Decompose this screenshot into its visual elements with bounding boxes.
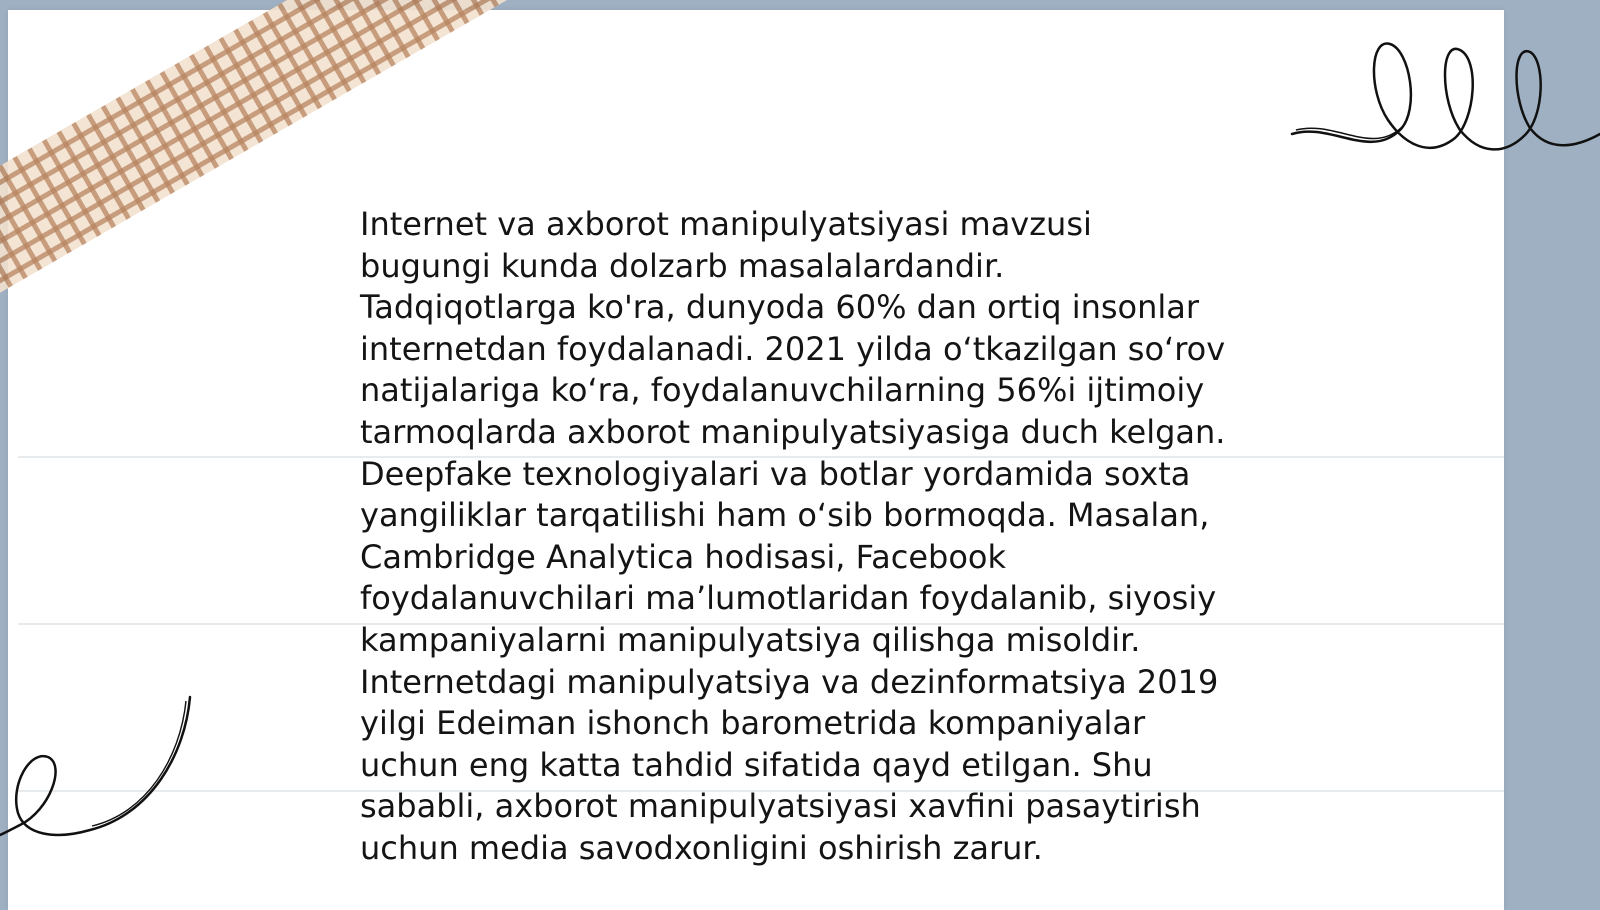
body-text-line: Tadqiqotlarga ko'ra, dunyoda 60% dan ortiq insonlar <box>360 288 1200 327</box>
body-text-line: yangiliklar tarqatilishi ham o‘sib bormoqda. Masalan, <box>360 496 1210 535</box>
body-text-line: Deepfake texnologiyalari va botlar yordamida soxta <box>360 454 1191 493</box>
body-text-line: Cambridge Analytica hodisasi, Facebook <box>360 537 1006 576</box>
body-text-line: Internet va axborot manipulyatsiyasi mavzusi <box>360 205 1092 243</box>
loop-scribble-icon <box>1290 30 1600 170</box>
body-text-line: uchun media savodxonligini oshirish zarur. <box>360 828 1043 867</box>
body-text-line: kampaniyalarni manipulyatsiya qilishga misoldir. <box>360 620 1141 659</box>
swirl-scribble-icon <box>0 695 200 855</box>
body-text-line: uchun eng katta tahdid sifatida qayd etilgan. Shu <box>360 745 1153 784</box>
body-text-line: yilgi Edeiman ishonch barometrida kompaniyalar <box>360 704 1146 743</box>
body-text-line: internetdan foydalanadi. 2021 yilda o‘tkazilgan so‘rov <box>360 329 1226 368</box>
body-text-line: bugungi kunda dolzarb masalalardandir. <box>360 246 1005 285</box>
body-text-line: foydalanuvchilari ma’lumotlaridan foydalanib, siyosiy <box>360 579 1217 618</box>
body-text-line: natijalariga ko‘ra, foydalanuvchilarning 56%i ijtimoiy <box>360 371 1205 410</box>
body-text-line: tarmoqlarda axborot manipulyatsiyasiga duch kelgan. <box>360 412 1226 451</box>
body-text <box>360 204 1260 870</box>
body-text-line: Internetdagi manipulyatsiya va dezinformatsiya 2019 <box>360 662 1219 701</box>
body-text-line: sababli, axborot manipulyatsiyasi xavfini pasaytirish <box>360 787 1201 826</box>
